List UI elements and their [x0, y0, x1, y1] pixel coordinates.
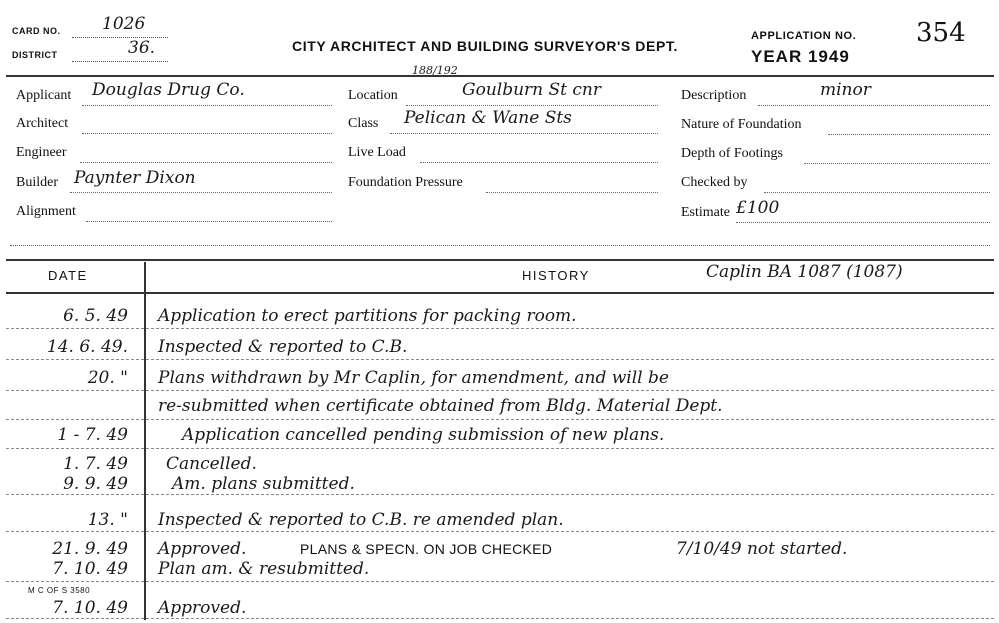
- row-line: [6, 389, 994, 391]
- applicant-label: Applicant: [16, 88, 72, 103]
- description-value: minor: [820, 80, 871, 100]
- row-line: [6, 358, 994, 360]
- nature-of-foundation-label: Nature of Foundation: [681, 117, 802, 132]
- depth-of-footings-label: Depth of Footings: [681, 146, 783, 161]
- description-label: Description: [681, 88, 747, 103]
- applicant-value: Douglas Drug Co.: [92, 80, 245, 100]
- live-load-dots: [420, 161, 658, 163]
- history-date: 1 - 7. 49: [57, 425, 128, 445]
- history-entry: Approved.: [158, 539, 247, 559]
- location-number: 188/192: [412, 64, 458, 77]
- foundation-pressure-dots: [486, 191, 658, 193]
- application-year: YEAR 1949: [751, 47, 850, 66]
- history-entry: Inspected & reported to C.B. re amended plan.: [158, 510, 564, 530]
- checked-by-dots: [764, 191, 990, 193]
- history-entry: Plan am. & resubmitted.: [158, 559, 370, 579]
- form-code: M C OF S 3580: [28, 586, 91, 595]
- card-no-value: 1026: [102, 14, 146, 34]
- history-entry: Inspected & reported to C.B.: [158, 337, 408, 357]
- location-label: Location: [348, 88, 398, 103]
- architect-dots: [82, 132, 332, 134]
- builder-label: Builder: [16, 175, 58, 190]
- card-no-label: CARD NO.: [12, 26, 61, 36]
- history-date: 7. 10. 49: [52, 559, 128, 579]
- row-line: [6, 327, 994, 329]
- history-note: 7/10/49 not started.: [676, 539, 848, 559]
- history-date: 13. ": [87, 510, 128, 530]
- builder-dots: [70, 191, 332, 193]
- history-top-rule: [6, 259, 994, 261]
- history-date: 9. 9. 49: [63, 474, 128, 494]
- alignment-dots: [86, 220, 332, 222]
- history-heading-rule: [6, 292, 994, 294]
- architect-label: Architect: [16, 116, 69, 131]
- history-entry: Cancelled.: [166, 454, 257, 474]
- location-value: Goulburn St cnr: [462, 80, 601, 100]
- fields-bottom-dots: [10, 244, 990, 246]
- history-date: 1. 7. 49: [63, 454, 128, 474]
- class-dots: [390, 132, 658, 134]
- history-date: 21. 9. 49: [52, 539, 128, 559]
- checked-stamp: PLANS & SPECN. ON JOB CHECKED: [300, 541, 553, 557]
- row-line: [6, 418, 994, 420]
- engineer-dots: [80, 161, 332, 163]
- depth-of-footings-dots: [804, 162, 990, 164]
- date-column-divider: [144, 262, 146, 620]
- application-number: 354: [916, 18, 966, 48]
- description-dots: [758, 104, 990, 106]
- application-label: APPLICATION NO.: [751, 30, 857, 42]
- date-heading: DATE: [48, 268, 88, 283]
- history-reference: Caplin BA 1087 (1087): [706, 262, 903, 282]
- row-line: [6, 617, 994, 619]
- district-label: DISTRICT: [12, 50, 58, 60]
- engineer-label: Engineer: [16, 145, 67, 160]
- row-line: [6, 530, 994, 532]
- department-title: CITY ARCHITECT AND BUILDING SURVEYOR'S DEPT.: [292, 38, 678, 54]
- history-entry: Am. plans submitted.: [172, 474, 355, 494]
- history-entry: Application cancelled pending submission of new plans.: [182, 425, 665, 445]
- history-date: 7. 10. 49: [52, 598, 128, 618]
- district-value: 36.: [128, 38, 156, 58]
- district-dots: [72, 60, 168, 62]
- builder-value: Paynter Dixon: [74, 168, 196, 188]
- live-load-label: Live Load: [348, 145, 406, 160]
- history-heading: HISTORY: [522, 268, 590, 283]
- history-date: 6. 5. 49: [63, 306, 128, 326]
- class-value: Pelican & Wane Sts: [404, 108, 572, 128]
- header-divider: [6, 75, 994, 77]
- nature-of-foundation-dots: [828, 133, 990, 135]
- checked-by-label: Checked by: [681, 175, 748, 190]
- location-dots: [406, 104, 658, 106]
- history-entry: re-submitted when certificate obtained from Bldg. Material Dept.: [158, 396, 723, 416]
- class-label: Class: [348, 116, 379, 131]
- history-entry: Plans withdrawn by Mr Caplin, for amendment, and will be: [158, 368, 669, 388]
- estimate-dots: [736, 221, 990, 223]
- history-entry: Approved.: [158, 598, 247, 618]
- foundation-pressure-label: Foundation Pressure: [348, 175, 463, 190]
- applicant-dots: [82, 104, 332, 106]
- row-line: [6, 493, 994, 495]
- history-date: 14. 6. 49.: [46, 337, 128, 357]
- row-line: [6, 580, 994, 582]
- estimate-value: £100: [736, 198, 780, 218]
- row-line: [6, 447, 994, 449]
- history-entry: Application to erect partitions for packing room.: [158, 306, 577, 326]
- history-date: 20. ": [87, 368, 128, 388]
- alignment-label: Alignment: [16, 204, 76, 219]
- estimate-label: Estimate: [681, 205, 730, 220]
